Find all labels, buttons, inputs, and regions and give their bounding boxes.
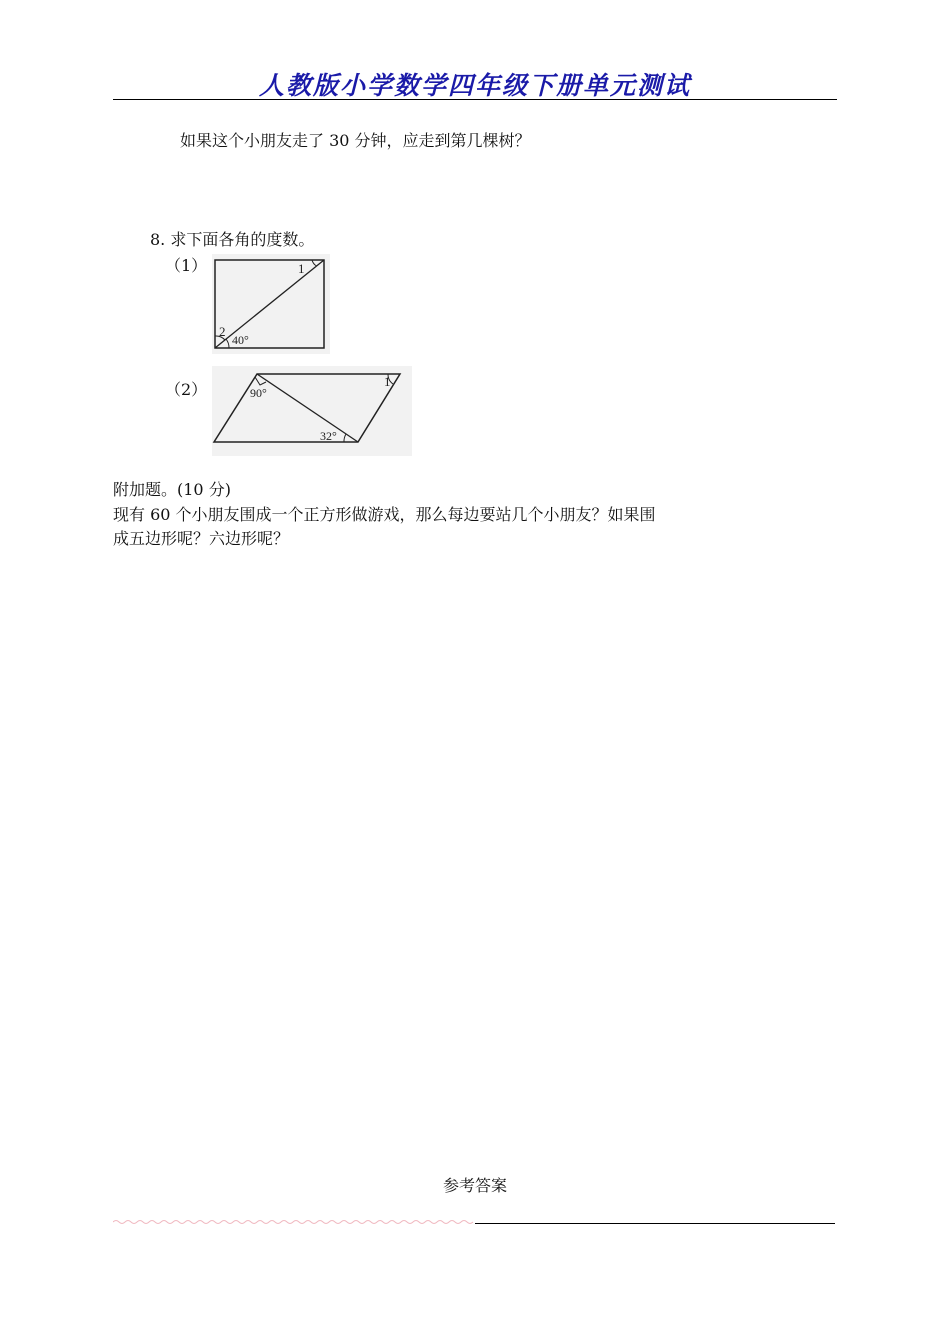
question-8-sub2-label: （2） [165, 380, 208, 399]
footer-rule [475, 1223, 835, 1224]
answers-heading: 参考答案 [442, 1176, 507, 1195]
angle-32-label: 32° [320, 429, 337, 443]
figure-rectangle-diagonal [212, 254, 330, 354]
page-header-title: 人教版小学数学四年级下册单元测试 [258, 71, 691, 100]
question-7-followup: 如果这个小朋友走了 30 分钟，应走到第几棵树？ [180, 131, 531, 150]
angle-1-label: 1 [384, 374, 391, 389]
bonus-question-line-1: 现有 60 个小朋友围成一个正方形做游戏，那么每边要站几个小朋友？如果围 [113, 505, 656, 524]
figure-parallelogram-diagonal [212, 366, 412, 456]
angle-40-label: 40° [232, 333, 249, 347]
question-8-title: 8. 求下面各角的度数。 [150, 230, 315, 249]
footer-wavy-rule [113, 1218, 475, 1226]
angle-90-label: 90° [250, 386, 267, 400]
bonus-question-line-2: 成五边形呢？六边形呢？ [113, 529, 290, 548]
header-rule [113, 99, 837, 100]
angle-2-label: 2 [219, 324, 226, 339]
angle-1-label: 1 [298, 261, 305, 276]
bonus-title: 附加题。(10 分) [113, 480, 231, 499]
question-8-sub1-label: （1） [165, 256, 208, 275]
